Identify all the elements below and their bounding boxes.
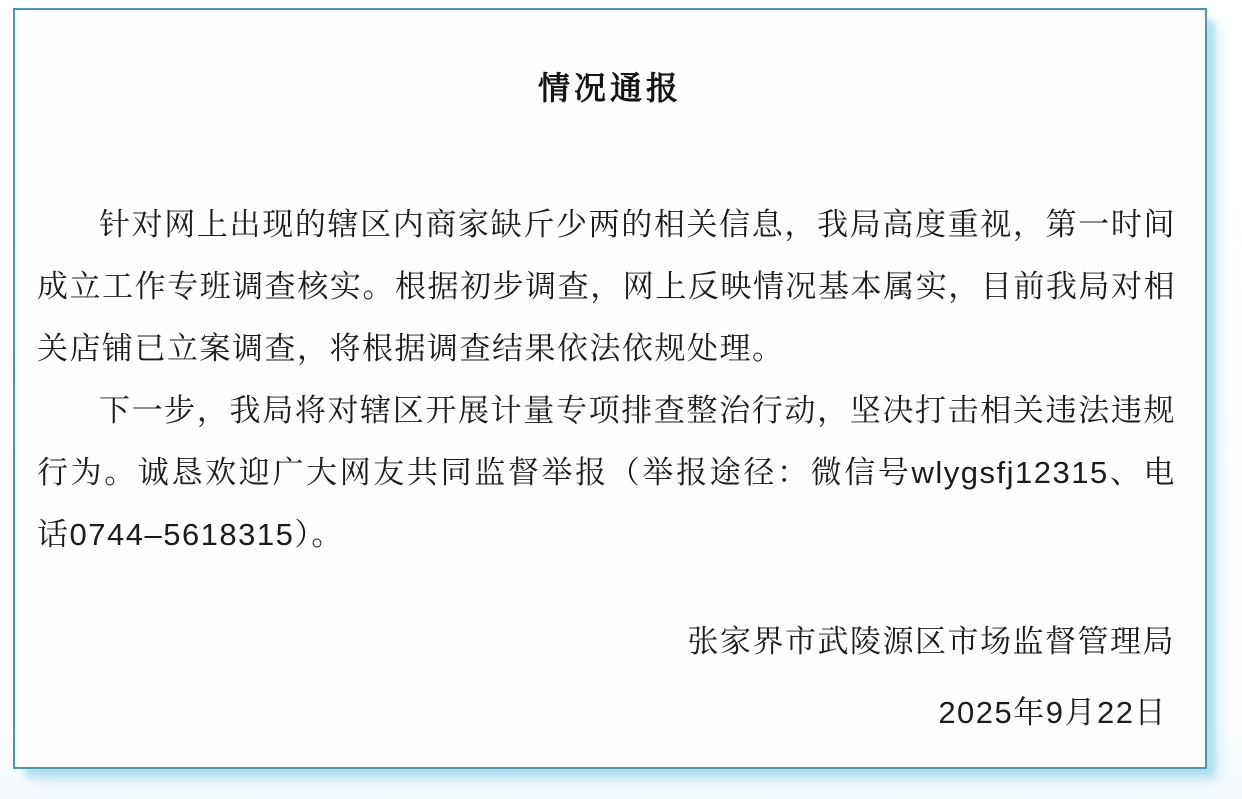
notice-document [13, 8, 1207, 769]
notice-signature: 张家界市武陵源区市场监督管理局 [687, 624, 1175, 659]
notice-footer [15, 611, 1205, 744]
notice-title: 情况通报 [537, 70, 682, 106]
notice-date: 2025年9月22日 [938, 695, 1167, 730]
notice-paragraph-2: 下一步，我局将对辖区开展计量专项排查整治行动，坚决打击相关违法违规行为。诚恳欢迎广大网友共同监督举报（举报途径：微信号wlygsfj12315、电话0744–5618315）。 [37, 393, 1176, 552]
notice-paragraph-1: 针对网上出现的辖区内商家缺斤少两的相关信息，我局高度重视，第一时间成立工作专班调查核实。根据初步调查，网上反映情况基本属实，目前我局对相关店铺已立案调查，将根据调查结果依法依规处理。 [37, 207, 1176, 366]
notice-body [15, 194, 1205, 566]
